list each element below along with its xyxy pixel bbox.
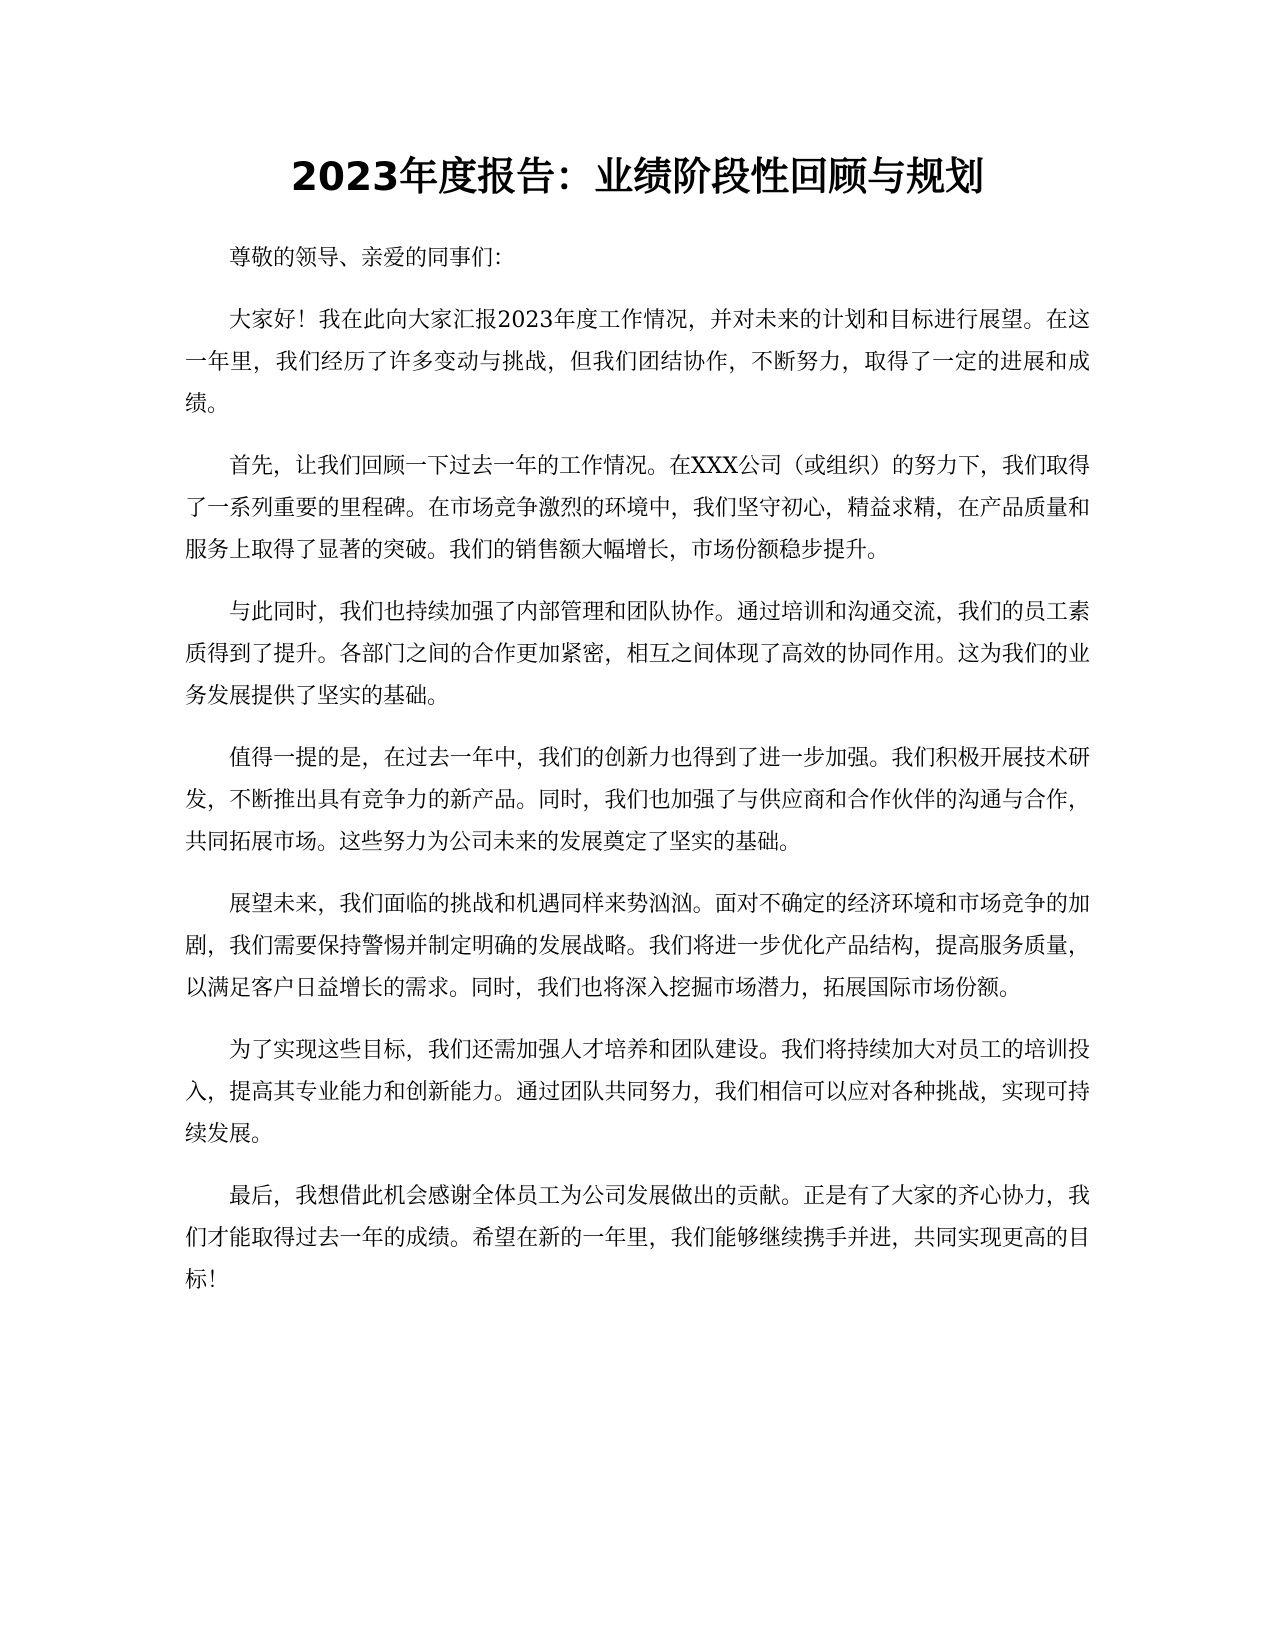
body-paragraph: 展望未来，我们面临的挑战和机遇同样来势汹汹。面对不确定的经济环境和市场竞争的加剧，我们需要保持警惕并制定明确的发展战略。我们将进一步优化产品结构，提高服务质量，以满足客户日益增长的需求。同时，我们也将深入挖掘市场潜力，拓展国际市场份额。 [185, 892, 1090, 1001]
body-paragraph: 为了实现这些目标，我们还需加强人才培养和团队建设。我们将持续加大对员工的培训投入，提高其专业能力和创新能力。通过团队共同努力，我们相信可以应对各种挑战，实现可持续发展。 [185, 1038, 1090, 1147]
document-title: 2023年度报告：业绩阶段性回顾与规划 [290, 155, 985, 200]
body-paragraph: 大家好！我在此向大家汇报2023年度工作情况，并对未来的计划和目标进行展望。在这一年里，我们经历了许多变动与挑战，但我们团结协作，不断努力，取得了一定的进展和成绩。 [185, 308, 1090, 417]
body-paragraph: 值得一提的是，在过去一年中，我们的创新力也得到了进一步加强。我们积极开展技术研发，不断推出具有竞争力的新产品。同时，我们也加强了与供应商和合作伙伴的沟通与合作，共同拓展市场。这些努力为公司未来的发展奠定了坚实的基础。 [185, 746, 1090, 855]
body-paragraph: 最后，我想借此机会感谢全体员工为公司发展做出的贡献。正是有了大家的齐心协力，我们才能取得过去一年的成绩。希望在新的一年里，我们能够继续携手并进，共同实现更高的目标！ [185, 1184, 1090, 1293]
body-paragraph: 首先，让我们回顾一下过去一年的工作情况。在XXX公司（或组织）的努力下，我们取得了一系列重要的里程碑。在市场竞争激烈的环境中，我们坚守初心，精益求精，在产品质量和服务上取得了显著的突破。我们的销售额大幅增长，市场份额稳步提升。 [185, 454, 1090, 563]
body-paragraph: 与此同时，我们也持续加强了内部管理和团队协作。通过培训和沟通交流，我们的员工素质得到了提升。各部门之间的合作更加紧密，相互之间体现了高效的协同作用。这为我们的业务发展提供了坚实的基础。 [185, 600, 1090, 709]
salutation: 尊敬的领导、亲爱的同事们： [229, 246, 516, 271]
document-body [185, 238, 1090, 1322]
